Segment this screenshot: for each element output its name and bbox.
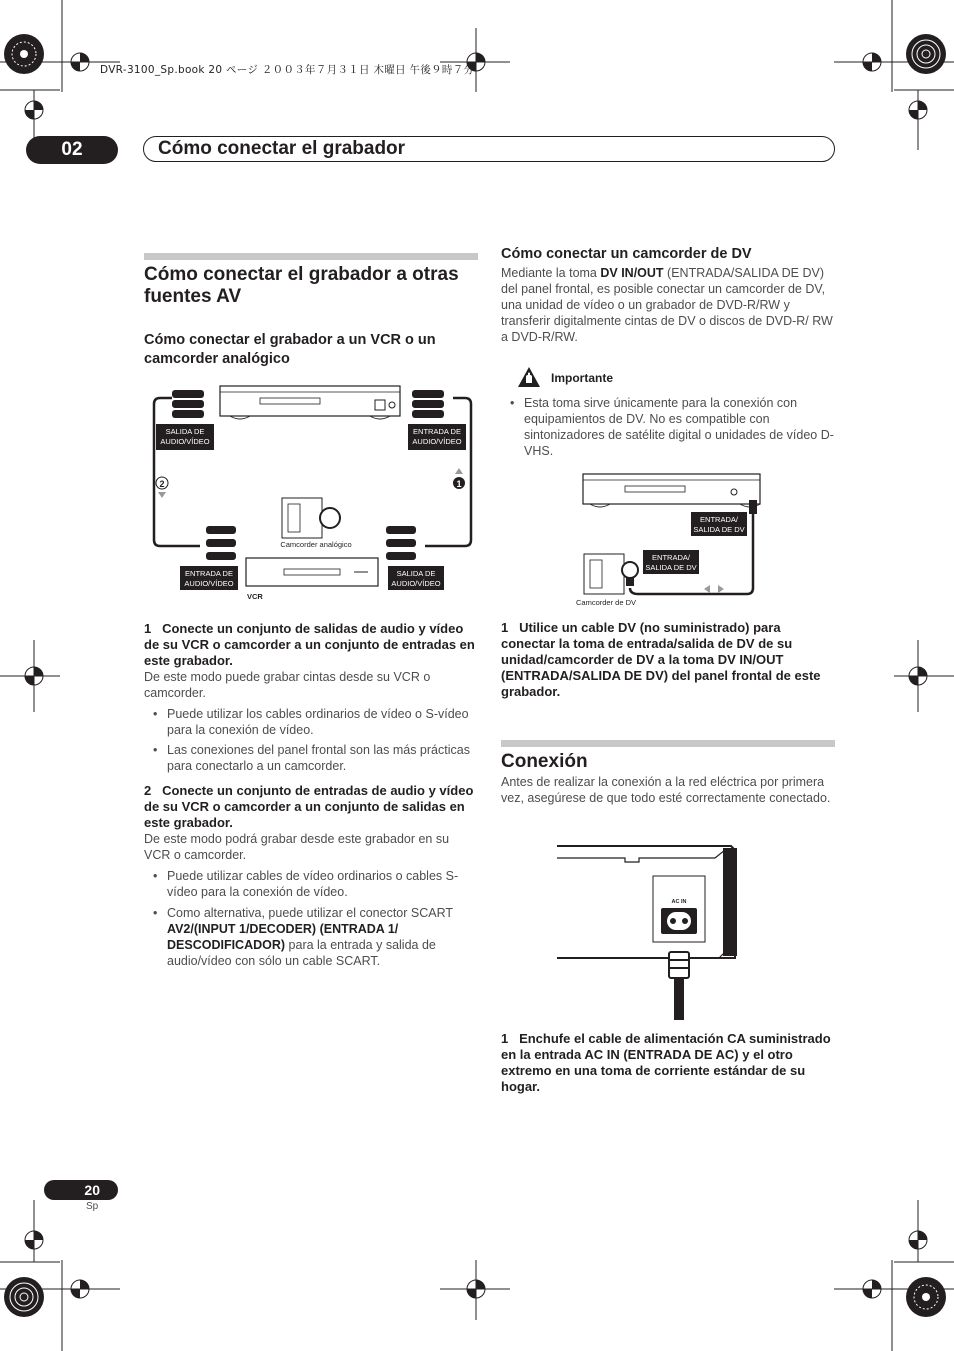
camcorder-label: Camcorder analógico xyxy=(280,540,352,549)
dv-step1: 1 Utilice un cable DV (no suministrado) para conectar la toma de entrada/salida de DV de su unidad/camcorder de DV a la toma DV IN/OUT (ENTRADA/SALIDA DE DV) del panel frontal de este grabador. xyxy=(501,620,821,699)
ac-in-diagram xyxy=(555,840,740,1022)
step-marker-2 xyxy=(156,477,168,498)
svg-text:SALIDA DE DV: SALIDA DE DV xyxy=(645,563,697,572)
rca-plugs-bottom-left xyxy=(206,526,236,560)
dv-camcorder-label: Camcorder de DV xyxy=(576,598,637,607)
svg-text:ENTRADA DE: ENTRADA DE xyxy=(185,569,233,578)
analog-camcorder-illustration xyxy=(282,498,340,538)
vcr-step1-bullet: • Puede utilizar los cables ordinarios de vídeo o S-vídeo para la conexión de vídeo. xyxy=(145,706,479,738)
vcr-step2-bullet-scart: • Como alternativa, puede utilizar el conector SCART AV2/(INPUT 1/DECODER) (ENTRADA 1/ DESCODIFICADOR) para la entrada y salida de audio/vídeo con sólo un cable SCART. xyxy=(145,905,479,969)
print-meta-line: DVR-3100_Sp.book 20 ページ ２００３年７月３１日 木曜日 午後９時７分 xyxy=(100,64,475,76)
vcr-step2-title: 2 Conecte un conjunto de entradas de audio y vídeo de su VCR o camcorder a un conjunto de salidas en este grabador. xyxy=(144,783,474,830)
svg-text:ENTRADA/: ENTRADA/ xyxy=(652,553,690,562)
svg-text:ENTRADA/: ENTRADA/ xyxy=(700,515,738,524)
dv-recorder-jack-label xyxy=(691,512,747,536)
conexion-rule xyxy=(501,740,835,747)
subsection-title: Cómo conectar el grabador a un VCR o un camcorder analógico xyxy=(144,332,436,367)
chapter-title: Cómo conectar el grabador xyxy=(158,138,406,159)
vcr-step1-title: 1 Conecte un conjunto de salidas de audio y vídeo de su VCR o camcorder a un conjunto de entradas en este grabador. xyxy=(144,621,475,668)
section-title: Cómo conectar el grabador a otras fuentes AV xyxy=(144,264,459,307)
section-rule xyxy=(144,253,478,260)
important-warning-icon xyxy=(517,366,541,388)
step-marker-1 xyxy=(453,468,465,489)
rca-plugs-top-right xyxy=(412,390,444,418)
svg-text:AUDIO/VÍDEO: AUDIO/VÍDEO xyxy=(184,579,234,588)
ac-in-label: AC IN xyxy=(671,899,687,905)
vcr-step1-body: De este modo puede grabar cintas desde su VCR o camcorder. xyxy=(144,670,431,700)
dv-recorder-illustration xyxy=(583,474,760,507)
svg-text:SALIDA DE: SALIDA DE xyxy=(165,427,205,436)
page-language: Sp xyxy=(86,1201,99,1212)
conexion-step1: 1 Enchufe el cable de alimentación CA suministrado en la entrada AC IN (ENTRADA DE AC) y el otro extremo en una toma de corriente estándar de su hogar. xyxy=(501,1031,831,1094)
vcr-step2-bullet: • Puede utilizar cables de vídeo ordinarios o cables S-vídeo para la conexión de vídeo. xyxy=(145,868,479,900)
vcr-step2-body: De este modo podrá grabar desde este grabador en su VCR o camcorder. xyxy=(144,832,450,862)
important-label: Importante xyxy=(551,371,614,385)
svg-text:SALIDA DE DV: SALIDA DE DV xyxy=(693,525,745,534)
vcr-step1-bullet: • Las conexiones del panel frontal son las más prácticas para conectarlo a un camcorder. xyxy=(145,742,479,774)
chapter-number-badge: 02 xyxy=(26,136,118,164)
svg-text:SALIDA DE: SALIDA DE xyxy=(396,569,436,578)
svg-text:1: 1 xyxy=(456,479,462,489)
svg-text:ENTRADA DE: ENTRADA DE xyxy=(413,427,461,436)
vcr-camcorder-connection-diagram xyxy=(150,382,475,604)
vcr-illustration xyxy=(246,558,378,586)
label-box-salida-top-left xyxy=(156,424,214,450)
conexion-intro: Antes de realizar la conexión a la red eléctrica por primera vez, asegúrese de que todo esté correctamente conectado. xyxy=(501,775,831,805)
vcr-label: VCR xyxy=(247,592,263,601)
important-bullet: • Esta toma sirve únicamente para la conexión con equipamientos de DV. No es compatible con sintonizadores de satélite digital o unidades de vídeo D-VHS. xyxy=(502,395,838,459)
dv-connection-diagram xyxy=(570,470,770,610)
label-box-salida-bottom-right xyxy=(388,566,444,590)
dv-section-title: Cómo conectar un camcorder de DV xyxy=(501,246,752,262)
power-plug xyxy=(669,952,689,978)
dv-intro-text: Mediante la toma DV IN/OUT (ENTRADA/SALIDA DE DV) del panel frontal, es posible conectar un camcorder de DV, una unidad de vídeo o un grabador de DVD-R/RW y transferir digitalmente cintas de DV o discos de DVD-R/ RW a DVD-R/RW. xyxy=(501,266,833,344)
svg-text:AUDIO/VÍDEO: AUDIO/VÍDEO xyxy=(160,437,210,446)
label-box-entrada-bottom-left xyxy=(180,566,238,590)
svg-text:AUDIO/VÍDEO: AUDIO/VÍDEO xyxy=(412,437,462,446)
rca-plugs-bottom-right xyxy=(386,526,416,560)
conexion-title: Conexión xyxy=(501,751,588,772)
svg-text:2: 2 xyxy=(159,479,165,489)
dv-camcorder-jack-label xyxy=(643,550,699,574)
rca-plugs-top-left xyxy=(172,390,204,418)
recorder-illustration xyxy=(220,386,400,419)
page-number: 20 xyxy=(44,1180,118,1200)
svg-text:AUDIO/VÍDEO: AUDIO/VÍDEO xyxy=(391,579,441,588)
label-box-entrada-top-right xyxy=(408,424,466,450)
